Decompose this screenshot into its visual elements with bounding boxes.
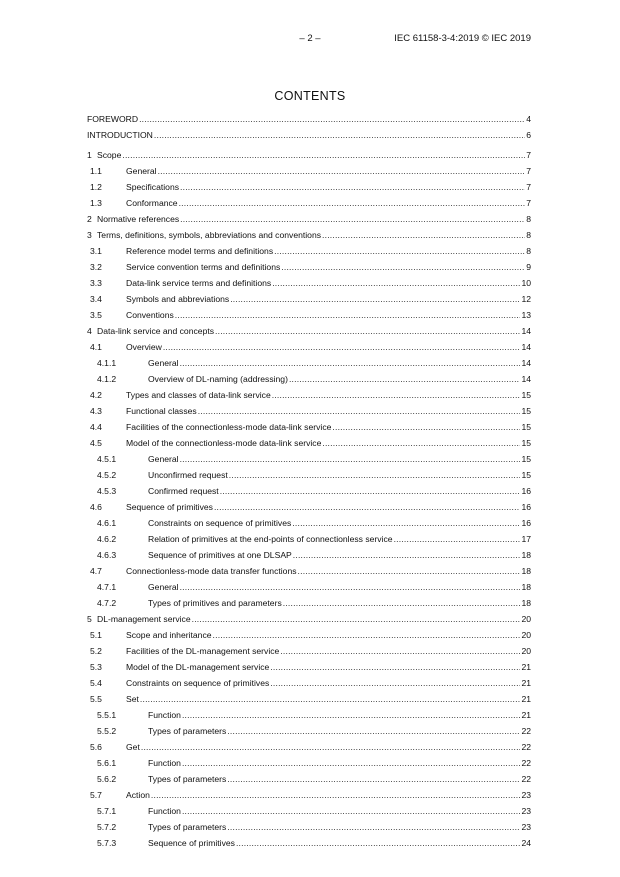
toc-entry[interactable]	[87, 757, 531, 773]
toc-entry-title: General	[148, 454, 179, 464]
toc-entry-number: 5	[87, 614, 92, 624]
dot-leader	[192, 613, 521, 626]
toc-entry-number: 1.3	[90, 198, 102, 208]
dot-leader	[292, 517, 520, 530]
toc-entry[interactable]	[87, 261, 531, 277]
dot-leader	[158, 165, 526, 178]
toc-entry-number: 4.5.1	[97, 454, 117, 464]
dot-leader	[180, 357, 521, 370]
toc-entry-number: 5.3	[90, 662, 102, 672]
dot-leader	[298, 565, 521, 578]
toc-entry-title: Symbols and abbreviations	[126, 294, 230, 304]
toc-entry-title: Unconfirmed request	[148, 470, 228, 480]
toc-entry-page: 18	[521, 598, 531, 608]
toc-entry[interactable]	[87, 277, 531, 293]
toc-entry[interactable]	[87, 533, 531, 549]
toc-entry[interactable]	[87, 421, 531, 437]
toc-entry[interactable]	[87, 213, 531, 229]
toc-entry[interactable]	[87, 645, 531, 661]
toc-entry-number: 3.1	[90, 246, 102, 256]
toc-entry-title: General	[126, 166, 157, 176]
toc-entry-number: 5.6.2	[97, 774, 117, 784]
toc-entry[interactable]	[87, 389, 531, 405]
toc-entry-page: 24	[521, 838, 531, 848]
toc-entry-page: 16	[521, 486, 531, 496]
toc-entry-page: 14	[521, 326, 531, 336]
toc-entry-number: 4.2	[90, 390, 102, 400]
toc-entry-page: 16	[521, 518, 531, 528]
toc-entry-title: Facilities of the connectionless-mode data-link service	[126, 422, 332, 432]
dot-leader	[198, 405, 521, 418]
toc-entry-page: 14	[521, 342, 531, 352]
toc-entry[interactable]	[87, 597, 531, 613]
dot-leader	[213, 629, 521, 642]
toc-entry-title: General	[148, 358, 179, 368]
toc-entry-title: Normative references	[97, 214, 180, 224]
dot-leader	[229, 469, 521, 482]
toc-entry-title: Function	[148, 806, 181, 816]
toc-entry-title: General	[148, 582, 179, 592]
toc-entry-title: Sequence of primitives	[148, 838, 235, 848]
toc-entry-title: Types and classes of data-link service	[126, 390, 271, 400]
dot-leader	[322, 437, 520, 450]
toc-entry-page: 23	[521, 806, 531, 816]
dot-leader	[272, 277, 520, 290]
toc-entry-number: 1	[87, 150, 92, 160]
toc-entry-page: 13	[521, 310, 531, 320]
toc-entry-title: Functional classes	[126, 406, 197, 416]
toc-entry-title: Types of parameters	[148, 726, 227, 736]
toc-entry-number: 4.5.3	[97, 486, 117, 496]
toc-entry-title: Scope and inheritance	[126, 630, 212, 640]
toc-entry-number: 3.5	[90, 310, 102, 320]
toc-entry[interactable]	[87, 613, 531, 629]
toc-entry[interactable]	[87, 245, 531, 261]
toc-entry-title: Function	[148, 710, 181, 720]
toc-entry-page: 18	[521, 582, 531, 592]
dot-leader	[272, 389, 521, 402]
toc-entry-title: Overview of DL-naming (addressing)	[148, 374, 288, 384]
toc-entry-page: 6	[526, 130, 531, 140]
dot-leader	[274, 245, 525, 258]
toc-entry-page: 22	[521, 774, 531, 784]
dot-leader	[293, 549, 521, 562]
toc-entry-number: 4.5.2	[97, 470, 117, 480]
toc-entry-title: Types of primitives and parameters	[148, 598, 282, 608]
toc-entry-page: 8	[526, 214, 531, 224]
toc-entry[interactable]	[87, 453, 531, 469]
toc-entry-number: 5.2	[90, 646, 102, 656]
dot-leader	[289, 373, 520, 386]
toc-entry-number: 5.5	[90, 694, 102, 704]
dot-leader	[230, 293, 520, 306]
toc-entry-title: FOREWORD	[87, 114, 139, 124]
toc-entry-page: 17	[521, 534, 531, 544]
dot-leader	[139, 113, 525, 126]
toc-entry[interactable]	[87, 309, 531, 325]
toc-entry-title: Data-link service and concepts	[97, 326, 215, 336]
toc-entry-number: 5.5.2	[97, 726, 117, 736]
toc-entry-number: 4.6.3	[97, 550, 117, 560]
toc-entry-title: INTRODUCTION	[87, 130, 153, 140]
dot-leader	[332, 421, 520, 434]
dot-leader	[322, 229, 525, 242]
toc-entry[interactable]	[87, 581, 531, 597]
toc-entry-page: 7	[526, 198, 531, 208]
toc-entry-page: 12	[521, 294, 531, 304]
dot-leader	[154, 129, 525, 142]
dot-leader	[227, 821, 520, 834]
toc-entry-page: 20	[521, 614, 531, 624]
dot-leader	[163, 341, 521, 354]
toc-entry[interactable]	[87, 373, 531, 389]
dot-leader	[182, 805, 520, 818]
dot-leader	[270, 677, 520, 690]
toc-entry-page: 7	[526, 182, 531, 192]
toc-entry-number: 4.5	[90, 438, 102, 448]
toc-entry-page: 21	[521, 694, 531, 704]
toc-entry-page: 21	[521, 662, 531, 672]
toc-entry-number: 4.7.1	[97, 582, 117, 592]
dot-leader	[180, 213, 525, 226]
dot-leader	[270, 661, 520, 674]
toc-entry-page: 8	[526, 246, 531, 256]
toc-entry-title: Get	[126, 742, 140, 752]
toc-entry-page: 23	[521, 790, 531, 800]
toc-entry[interactable]	[87, 661, 531, 677]
toc-entry-page: 20	[521, 630, 531, 640]
toc-entry-number: 5.7.1	[97, 806, 117, 816]
dot-leader	[281, 261, 525, 274]
toc-entry[interactable]	[87, 129, 531, 145]
toc-entry-number: 5.6.1	[97, 758, 117, 768]
toc-entry[interactable]	[87, 805, 531, 821]
toc-entry-title: Sequence of primitives	[126, 502, 213, 512]
dot-leader	[140, 693, 521, 706]
toc-entry-number: 5.4	[90, 678, 102, 688]
toc-entry-title: Conformance	[126, 198, 178, 208]
toc-entry-number: 4.7	[90, 566, 102, 576]
toc-entry[interactable]	[87, 357, 531, 373]
toc-entry-number: 5.7.2	[97, 822, 117, 832]
toc-entry-number: 3	[87, 230, 92, 240]
toc-entry[interactable]	[87, 325, 531, 341]
toc-entry-page: 15	[521, 406, 531, 416]
toc-entry-number: 4.3	[90, 406, 102, 416]
toc-entry-page: 8	[526, 230, 531, 240]
toc-entry-title: Action	[126, 790, 150, 800]
toc-entry-title: Model of the DL-management service	[126, 662, 270, 672]
toc-entry[interactable]	[87, 437, 531, 453]
toc-entry[interactable]	[87, 565, 531, 581]
dot-leader	[227, 725, 520, 738]
toc-entry-page: 7	[526, 150, 531, 160]
toc-entry-title: Terms, definitions, symbols, abbreviations and conventions	[97, 230, 322, 240]
toc-entry-title: Function	[148, 758, 181, 768]
toc-entry-title: Scope	[97, 150, 122, 160]
toc-entry-title: Model of the connectionless-mode data-link service	[126, 438, 322, 448]
toc-entry[interactable]	[87, 149, 531, 165]
toc-entry-title: Connectionless-mode data transfer functions	[126, 566, 297, 576]
toc-entry-title: Overview	[126, 342, 162, 352]
dot-leader	[394, 533, 521, 546]
toc-entry[interactable]	[87, 709, 531, 725]
toc-entry-title: Constraints on sequence of primitives	[148, 518, 292, 528]
dot-leader	[141, 741, 521, 754]
toc-entry-number: 4.6.2	[97, 534, 117, 544]
page-number: – 2 –	[299, 33, 321, 44]
toc-entry-title: Relation of primitives at the end-points of connectionless service	[148, 534, 393, 544]
toc-entry[interactable]	[87, 629, 531, 645]
toc-entry[interactable]	[87, 485, 531, 501]
toc-entry[interactable]	[87, 293, 531, 309]
toc-entry-number: 4.1	[90, 342, 102, 352]
toc-entry[interactable]	[87, 549, 531, 565]
toc-entry-number: 3.4	[90, 294, 102, 304]
toc-entry-page: 10	[521, 278, 531, 288]
toc-entry-page: 21	[521, 678, 531, 688]
toc-entry[interactable]	[87, 501, 531, 517]
toc-entry[interactable]	[87, 165, 531, 181]
toc-entry-number: 1.1	[90, 166, 102, 176]
toc-entry-page: 7	[526, 166, 531, 176]
toc-entry-page: 22	[521, 742, 531, 752]
page-title: CONTENTS	[274, 89, 346, 103]
dot-leader	[179, 197, 526, 210]
toc-entry[interactable]	[87, 113, 531, 129]
toc-entry-page: 23	[521, 822, 531, 832]
toc-entry[interactable]	[87, 517, 531, 533]
standard-header: IEC 61158-3-4:2019 © IEC 2019	[394, 33, 531, 44]
toc-entry-page: 14	[521, 358, 531, 368]
toc-entry-title: Data-link service terms and definitions	[126, 278, 272, 288]
dot-leader	[220, 485, 521, 498]
toc-entry-number: 4.6	[90, 502, 102, 512]
toc-entry[interactable]	[87, 181, 531, 197]
toc-entry-number: 2	[87, 214, 92, 224]
toc-entry-number: 4.7.2	[97, 598, 117, 608]
toc-entry[interactable]	[87, 821, 531, 837]
table-of-contents	[87, 113, 531, 853]
toc-entry-title: Set	[126, 694, 139, 704]
toc-entry-number: 4.1.2	[97, 374, 117, 384]
dot-leader	[236, 837, 521, 850]
dot-leader	[214, 501, 521, 514]
toc-entry-page: 9	[526, 262, 531, 272]
toc-entry-page: 15	[521, 390, 531, 400]
toc-entry-page: 21	[521, 710, 531, 720]
toc-entry-page: 18	[521, 566, 531, 576]
dot-leader	[182, 709, 520, 722]
toc-entry-title: Conventions	[126, 310, 174, 320]
dot-leader	[215, 325, 520, 338]
toc-entry[interactable]	[87, 469, 531, 485]
toc-entry[interactable]	[87, 773, 531, 789]
toc-entry-page: 15	[521, 470, 531, 480]
dot-leader	[280, 645, 520, 658]
toc-entry[interactable]	[87, 725, 531, 741]
toc-entry[interactable]	[87, 677, 531, 693]
dot-leader	[122, 149, 525, 162]
toc-entry-page: 15	[521, 454, 531, 464]
toc-entry[interactable]	[87, 405, 531, 421]
toc-entry-page: 22	[521, 758, 531, 768]
toc-entry-number: 5.1	[90, 630, 102, 640]
toc-entry-number: 4	[87, 326, 92, 336]
toc-entry[interactable]	[87, 341, 531, 357]
toc-entry-title: Sequence of primitives at one DLSAP	[148, 550, 292, 560]
toc-entry-title: Specifications	[126, 182, 180, 192]
toc-entry-number: 1.2	[90, 182, 102, 192]
toc-entry-number: 3.2	[90, 262, 102, 272]
toc-entry-title: Types of parameters	[148, 822, 227, 832]
toc-entry-number: 5.5.1	[97, 710, 117, 720]
toc-entry-number: 4.6.1	[97, 518, 117, 528]
dot-leader	[180, 453, 521, 466]
dot-leader	[180, 581, 521, 594]
toc-entry-number: 5.7	[90, 790, 102, 800]
toc-entry[interactable]	[87, 789, 531, 805]
toc-entry-title: Reference model terms and definitions	[126, 246, 274, 256]
toc-entry[interactable]	[87, 741, 531, 757]
toc-entry-title: Facilities of the DL-management service	[126, 646, 280, 656]
toc-entry-number: 5.6	[90, 742, 102, 752]
dot-leader	[283, 597, 521, 610]
toc-entry-page: 15	[521, 438, 531, 448]
toc-entry-title: Service convention terms and definitions	[126, 262, 281, 272]
toc-entry-page: 14	[521, 374, 531, 384]
toc-entry-page: 15	[521, 422, 531, 432]
toc-entry-title: Types of parameters	[148, 774, 227, 784]
toc-entry[interactable]	[87, 837, 531, 853]
dot-leader	[182, 757, 520, 770]
dot-leader	[151, 789, 521, 802]
toc-entry-page: 4	[526, 114, 531, 124]
toc-entry-page: 18	[521, 550, 531, 560]
toc-entry-number: 3.3	[90, 278, 102, 288]
toc-entry[interactable]	[87, 229, 531, 245]
toc-entry-number: 5.7.3	[97, 838, 117, 848]
toc-entry[interactable]	[87, 693, 531, 709]
toc-entry-title: Constraints on sequence of primitives	[126, 678, 270, 688]
toc-entry-page: 20	[521, 646, 531, 656]
dot-leader	[227, 773, 520, 786]
dot-leader	[180, 181, 525, 194]
toc-entry-number: 4.1.1	[97, 358, 117, 368]
toc-entry-title: DL-management service	[97, 614, 191, 624]
toc-entry-page: 22	[521, 726, 531, 736]
dot-leader	[175, 309, 521, 322]
toc-entry-page: 16	[521, 502, 531, 512]
toc-entry-title: Confirmed request	[148, 486, 219, 496]
toc-entry[interactable]	[87, 197, 531, 213]
toc-entry-number: 4.4	[90, 422, 102, 432]
